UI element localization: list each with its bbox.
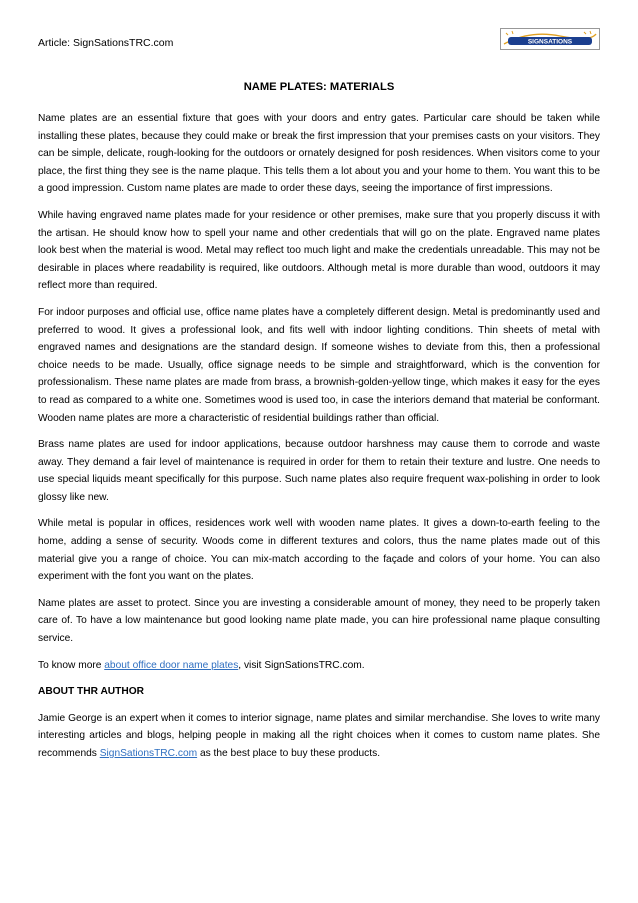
paragraph-brass: Brass name plates are used for indoor applications, because outdoor harshness may cause them to corrode and waste away. They demand a fair level of maintenance is required in order for them to retain their texture and lustre. One needs to use special liquids meant specifically for this purpose. Such name plates also require frequent wax-polishing in order to look glossy like new. <box>38 439 600 503</box>
header-label: Article: SignSationsTRC.com <box>38 37 174 49</box>
author-prefix: Jamie George is an expert when it comes to interior signage, name plates and similar merchandise. She loves to write many interesting articles and blogs, helping people in making all the right choices when it comes to custom name plates. She recommends <box>38 712 600 759</box>
paragraph-office: For indoor purposes and official use, office name plates have a completely different design. Metal is predominantly used and preferred to wood. It gives a professional look, and fits well with indoor lighting conditions. Thin sheets of metal with engraved names and designations are the standard design. If someone wishes to deviate from this, then a professional choice needs to be made. Usually, office signage needs to be simple and straightforward, which is the convention for professionalism. These name plates are made from brass, a brownish-golden-yellow tinge, which makes it easy for the eyes to read as compared to a white one. Sometimes wood is used too, in case the interiors demand that material be conformant. Wooden name plates are more a characteristic of residential buildings rather than official. <box>38 306 600 424</box>
paragraph-author <box>38 710 600 763</box>
office-door-name-plates-link[interactable]: about office door name plates <box>104 659 239 671</box>
paragraph-engraved: While having engraved name plates made for your residence or other premises, make sure that you properly discuss it with the artisan. He should know how to spell your name and other credentials that will go on the plate. Engraved name plates look best when the material is wood. Metal may reflect too much light and make the credentials unreadable. This may not be desirable in places where readability is required, like outdoors. Although metal is more durable than wood, outdoors it may reflect more than required. <box>38 209 600 292</box>
paragraph-intro: Name plates are an essential fixture that goes with your doors and entry gates. Particular care should be taken while installing these plates, because they could make or break the first impression that your premises casts on your visitors. They can be simple, delicate, rough-looking for the outdoors or ornately designed for posh residences. When visitors come to your place, the first thing they see is the name plaque. This tells them a lot about you and your home to them. You want this to be a good impression. Custom name plates are made to order these days, seeing the importance of first impressions. <box>38 113 600 195</box>
article-title: NAME PLATES: MATERIALS <box>243 81 395 93</box>
more-prefix: To know more <box>38 659 105 671</box>
page-header <box>38 28 600 56</box>
signsations-logo <box>500 28 600 50</box>
paragraph-more <box>38 657 600 675</box>
signsations-link[interactable]: SignSationsTRC.com <box>99 748 198 759</box>
more-suffix: , visit SignSationsTRC.com. <box>238 659 365 671</box>
article-body <box>38 110 600 772</box>
paragraph-protect: Name plates are asset to protect. Since you are investing a considerable amount of money, they need to be properly taken care of. To have a low maintenance but good looking name plate made, you can hire professional name plaque consulting service. <box>38 597 600 645</box>
logo-text: SIGNSATIONS <box>527 38 573 46</box>
author-heading: ABOUT THR AUTHOR <box>38 686 145 698</box>
paragraph-wood: While metal is popular in offices, residences work well with wooden name plates. It gives a down-to-earth feeling to the home, adding a sense of security. Woods come in different textures and colors, thus the name plates made out of this material give you a range of choice. You can mix-match according to the façade and colors of your home. You can also experiment with the font you want on the plates. <box>38 518 600 583</box>
author-suffix: as the best place to buy these products. <box>197 748 381 759</box>
